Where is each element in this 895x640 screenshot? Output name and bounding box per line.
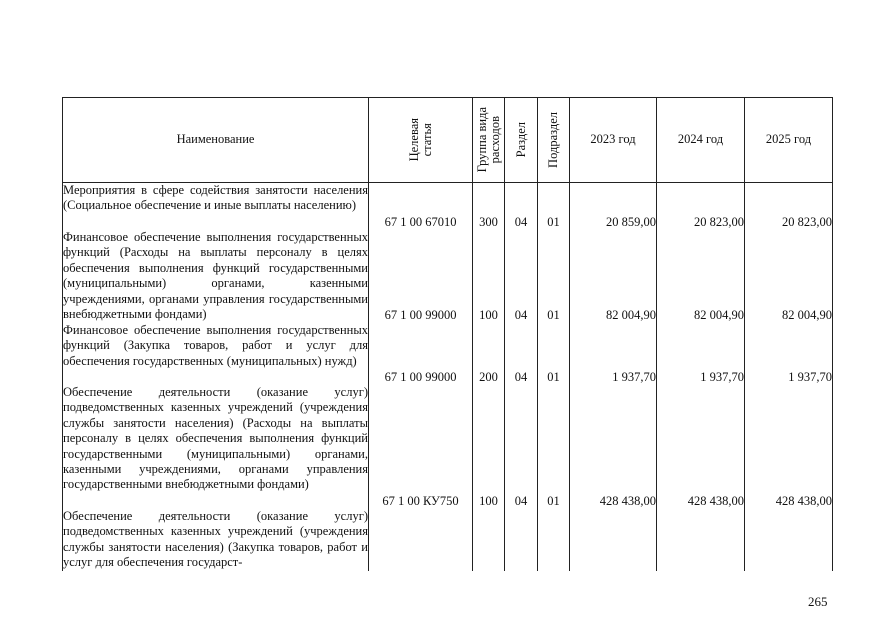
page-number: 265 xyxy=(808,594,828,609)
row-expense-group: 300 xyxy=(473,183,505,231)
row-section: 04 xyxy=(505,230,538,323)
row-target-article: 67 1 00 99000 xyxy=(369,230,473,323)
row-amount-2023: 82 004,90 xyxy=(570,230,657,323)
table-row xyxy=(63,385,833,509)
row-section: 04 xyxy=(505,385,538,509)
row-amount-2025: 428 438,00 xyxy=(745,385,833,509)
row-target-article: 67 1 00 КУ750 xyxy=(369,385,473,509)
row-subsection: 01 xyxy=(538,323,570,385)
header-section xyxy=(505,98,538,183)
row-expense-group: 100 xyxy=(473,230,505,323)
row-amount-2025: 1 937,70 xyxy=(745,323,833,385)
header-section-text: Раздел xyxy=(513,122,528,158)
row-amount-2024: 20 823,00 xyxy=(657,183,745,231)
table-row xyxy=(63,183,833,231)
row-target-article xyxy=(369,509,473,571)
header-expense-group-line1: Группа вида xyxy=(474,107,489,173)
row-section: 04 xyxy=(505,183,538,231)
row-subsection xyxy=(538,509,570,571)
header-target-line2: статья xyxy=(419,123,434,157)
header-subsection-text: Подраздел xyxy=(546,112,560,168)
row-amount-2025 xyxy=(745,509,833,571)
row-amount-2024: 82 004,90 xyxy=(657,230,745,323)
header-target-line1: Целевая xyxy=(406,118,421,162)
row-subsection: 01 xyxy=(538,385,570,509)
table-row xyxy=(63,509,833,571)
header-expense-group-line2: расходов xyxy=(487,116,502,164)
header-expense-group xyxy=(473,98,505,183)
header-subsection xyxy=(538,98,570,183)
row-amount-2024 xyxy=(657,509,745,571)
row-section xyxy=(505,509,538,571)
row-name: Обеспечение деятельности (оказание услуг) подведомственных казенных учреждений (учреждения службы занятости населения) (Расходы на выплаты персоналу в целях обеспечения выполнения функций государственными (муниципальными) органами, казенными учреждениями, органами управления государственными внебюджетными фондами) xyxy=(63,385,369,509)
row-name: Финансовое обеспечение выполнения государственных функций (Закупка товаров, работ и услуг для обеспечения государственных (муниципальных) нужд) xyxy=(63,323,369,385)
row-subsection: 01 xyxy=(538,183,570,231)
row-amount-2025: 82 004,90 xyxy=(745,230,833,323)
row-name: Обеспечение деятельности (оказание услуг) подведомственных казенных учреждений (учреждения службы занятости населения) (Закупка товаров, работ и услуг для обеспечения государст- xyxy=(63,509,368,570)
header-2024: 2024 год xyxy=(657,98,745,183)
row-target-article: 67 1 00 99000 xyxy=(369,323,473,385)
row-section: 04 xyxy=(505,323,538,385)
row-amount-2025: 20 823,00 xyxy=(745,183,833,231)
header-2025: 2025 год xyxy=(745,98,833,183)
row-amount-2023: 20 859,00 xyxy=(570,183,657,231)
row-amount-2023: 428 438,00 xyxy=(570,385,657,509)
row-name: Мероприятия в сфере содействия занятости населения (Социальное обеспечение и иные выплаты населению) xyxy=(63,183,369,231)
row-amount-2023 xyxy=(570,509,657,571)
table-row xyxy=(63,323,833,385)
table-row xyxy=(63,230,833,323)
row-expense-group: 100 xyxy=(473,385,505,509)
header-name: Наименование xyxy=(63,98,369,183)
row-amount-2023: 1 937,70 xyxy=(570,323,657,385)
row-amount-2024: 428 438,00 xyxy=(657,385,745,509)
row-name: Финансовое обеспечение выполнения государственных функций (Расходы на выплаты персоналу в целях обеспечения выполнения функций государственными (муниципальными) органами, казенными учреждениями, органами управления государственными внебюджетными фондами) xyxy=(63,230,368,322)
row-amount-2024: 1 937,70 xyxy=(657,323,745,385)
budget-table xyxy=(62,97,833,571)
header-2023: 2023 год xyxy=(570,98,657,183)
row-subsection: 01 xyxy=(538,230,570,323)
row-target-article: 67 1 00 67010 xyxy=(369,183,473,231)
header-target-article xyxy=(369,98,473,183)
header-row xyxy=(63,98,833,183)
row-expense-group xyxy=(473,509,505,571)
row-expense-group: 200 xyxy=(473,323,505,385)
